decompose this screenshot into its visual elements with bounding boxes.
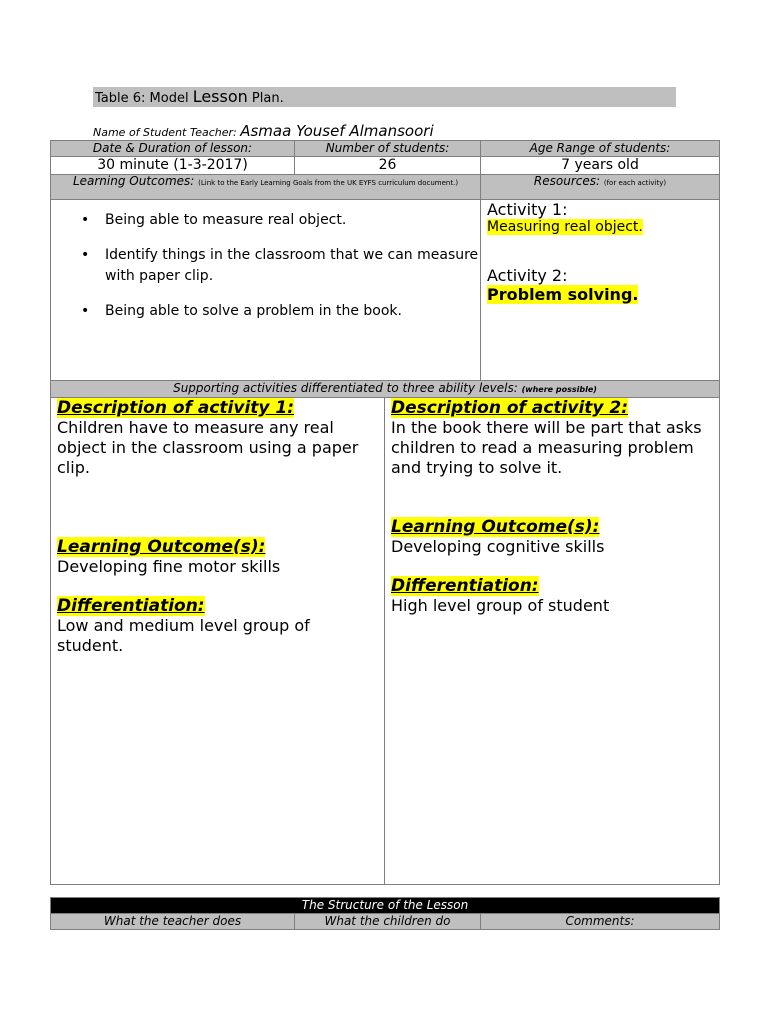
date-header: Date & Duration of lesson: [51,141,295,157]
activity1-text: Children have to measure any real object in the classroom using a paper clip. [57,418,359,477]
children-column-header: What the children do [295,914,481,930]
teacher-label: Name of Student Teacher: [93,126,241,139]
comments-column-header: Comments: [481,914,720,930]
activity2-diff-title: Differentiation: [391,576,539,596]
activity1-title: Description of activity 1: [57,398,295,418]
activities-row [51,398,720,885]
outcomes-header [51,175,481,200]
outcomes-header-label: Learning Outcomes: [72,174,199,188]
resource-activity1-text: Measuring real object. [487,219,643,235]
info-header-row [51,141,720,157]
date-value: 30 minute (1-3-2017) [51,157,295,175]
teacher-column-header: What the teacher does [51,914,295,930]
students-header: Number of students: [295,141,481,157]
list-item: • Being able to solve a problem in the book. [51,301,480,322]
structure-columns-row [51,914,720,930]
activity1-diff-text: Low and medium level group of student. [57,616,310,655]
outcomes-list [51,210,480,322]
supporting-header-note: (where possible) [521,385,597,394]
caption-prefix: Table 6: Model [95,91,193,106]
lesson-plan-table [50,140,720,391]
resource-activity2-title: Activity 2: [487,266,568,285]
resources-cell [481,200,720,391]
supporting-activities-table [50,380,720,885]
supporting-header [51,381,720,398]
structure-title: The Structure of the Lesson [51,898,720,914]
outcomes-header-note: (Link to the Early Learning Goals from the UK EYFS curriculum document.) [198,179,459,187]
teacher-name: Asmaa Yousef Almansoori [240,122,434,140]
activity1-lo-text: Developing fine motor skills [57,557,281,576]
activity2-diff-text: High level group of student [391,596,610,615]
caption-suffix: Plan. [247,91,284,106]
activity2-title: Description of activity 2: [391,398,629,418]
activity2-lo-title: Learning Outcome(s): [391,517,600,537]
age-header: Age Range of students: [481,141,720,157]
resources-header-note: (for each activity) [603,179,667,187]
list-item: • Being able to measure real object. [51,210,480,231]
age-value: 7 years old [481,157,720,175]
info-value-row [51,157,720,175]
supporting-header-label: Supporting activities differentiated to three ability levels: [173,381,522,395]
resources-header-label: Resources: [533,174,604,188]
outcomes-cell [51,200,481,391]
students-value: 26 [295,157,481,175]
table-caption [93,87,676,107]
outcomes-header-row [51,175,720,200]
list-item: • Identify things in the classroom that we can measure with paper clip. [51,245,480,287]
caption-big: Lesson [192,87,248,106]
structure-title-row [51,898,720,914]
activity1-lo-title: Learning Outcome(s): [57,537,266,557]
activity2-text: In the book there will be part that asks children to read a measuring problem and trying to solve it. [391,418,702,477]
activity1-cell [51,398,385,885]
supporting-header-row [51,381,720,398]
lesson-structure-table [50,897,720,930]
activity2-cell [385,398,720,885]
student-teacher [93,122,434,140]
outcomes-row [51,200,720,391]
activity1-diff-title: Differentiation: [57,596,205,616]
resources-header [481,175,720,200]
resource-activity2-text: Problem solving. [487,285,639,304]
resource-activity1-title: Activity 1: [487,200,568,219]
activity2-lo-text: Developing cognitive skills [391,537,605,556]
